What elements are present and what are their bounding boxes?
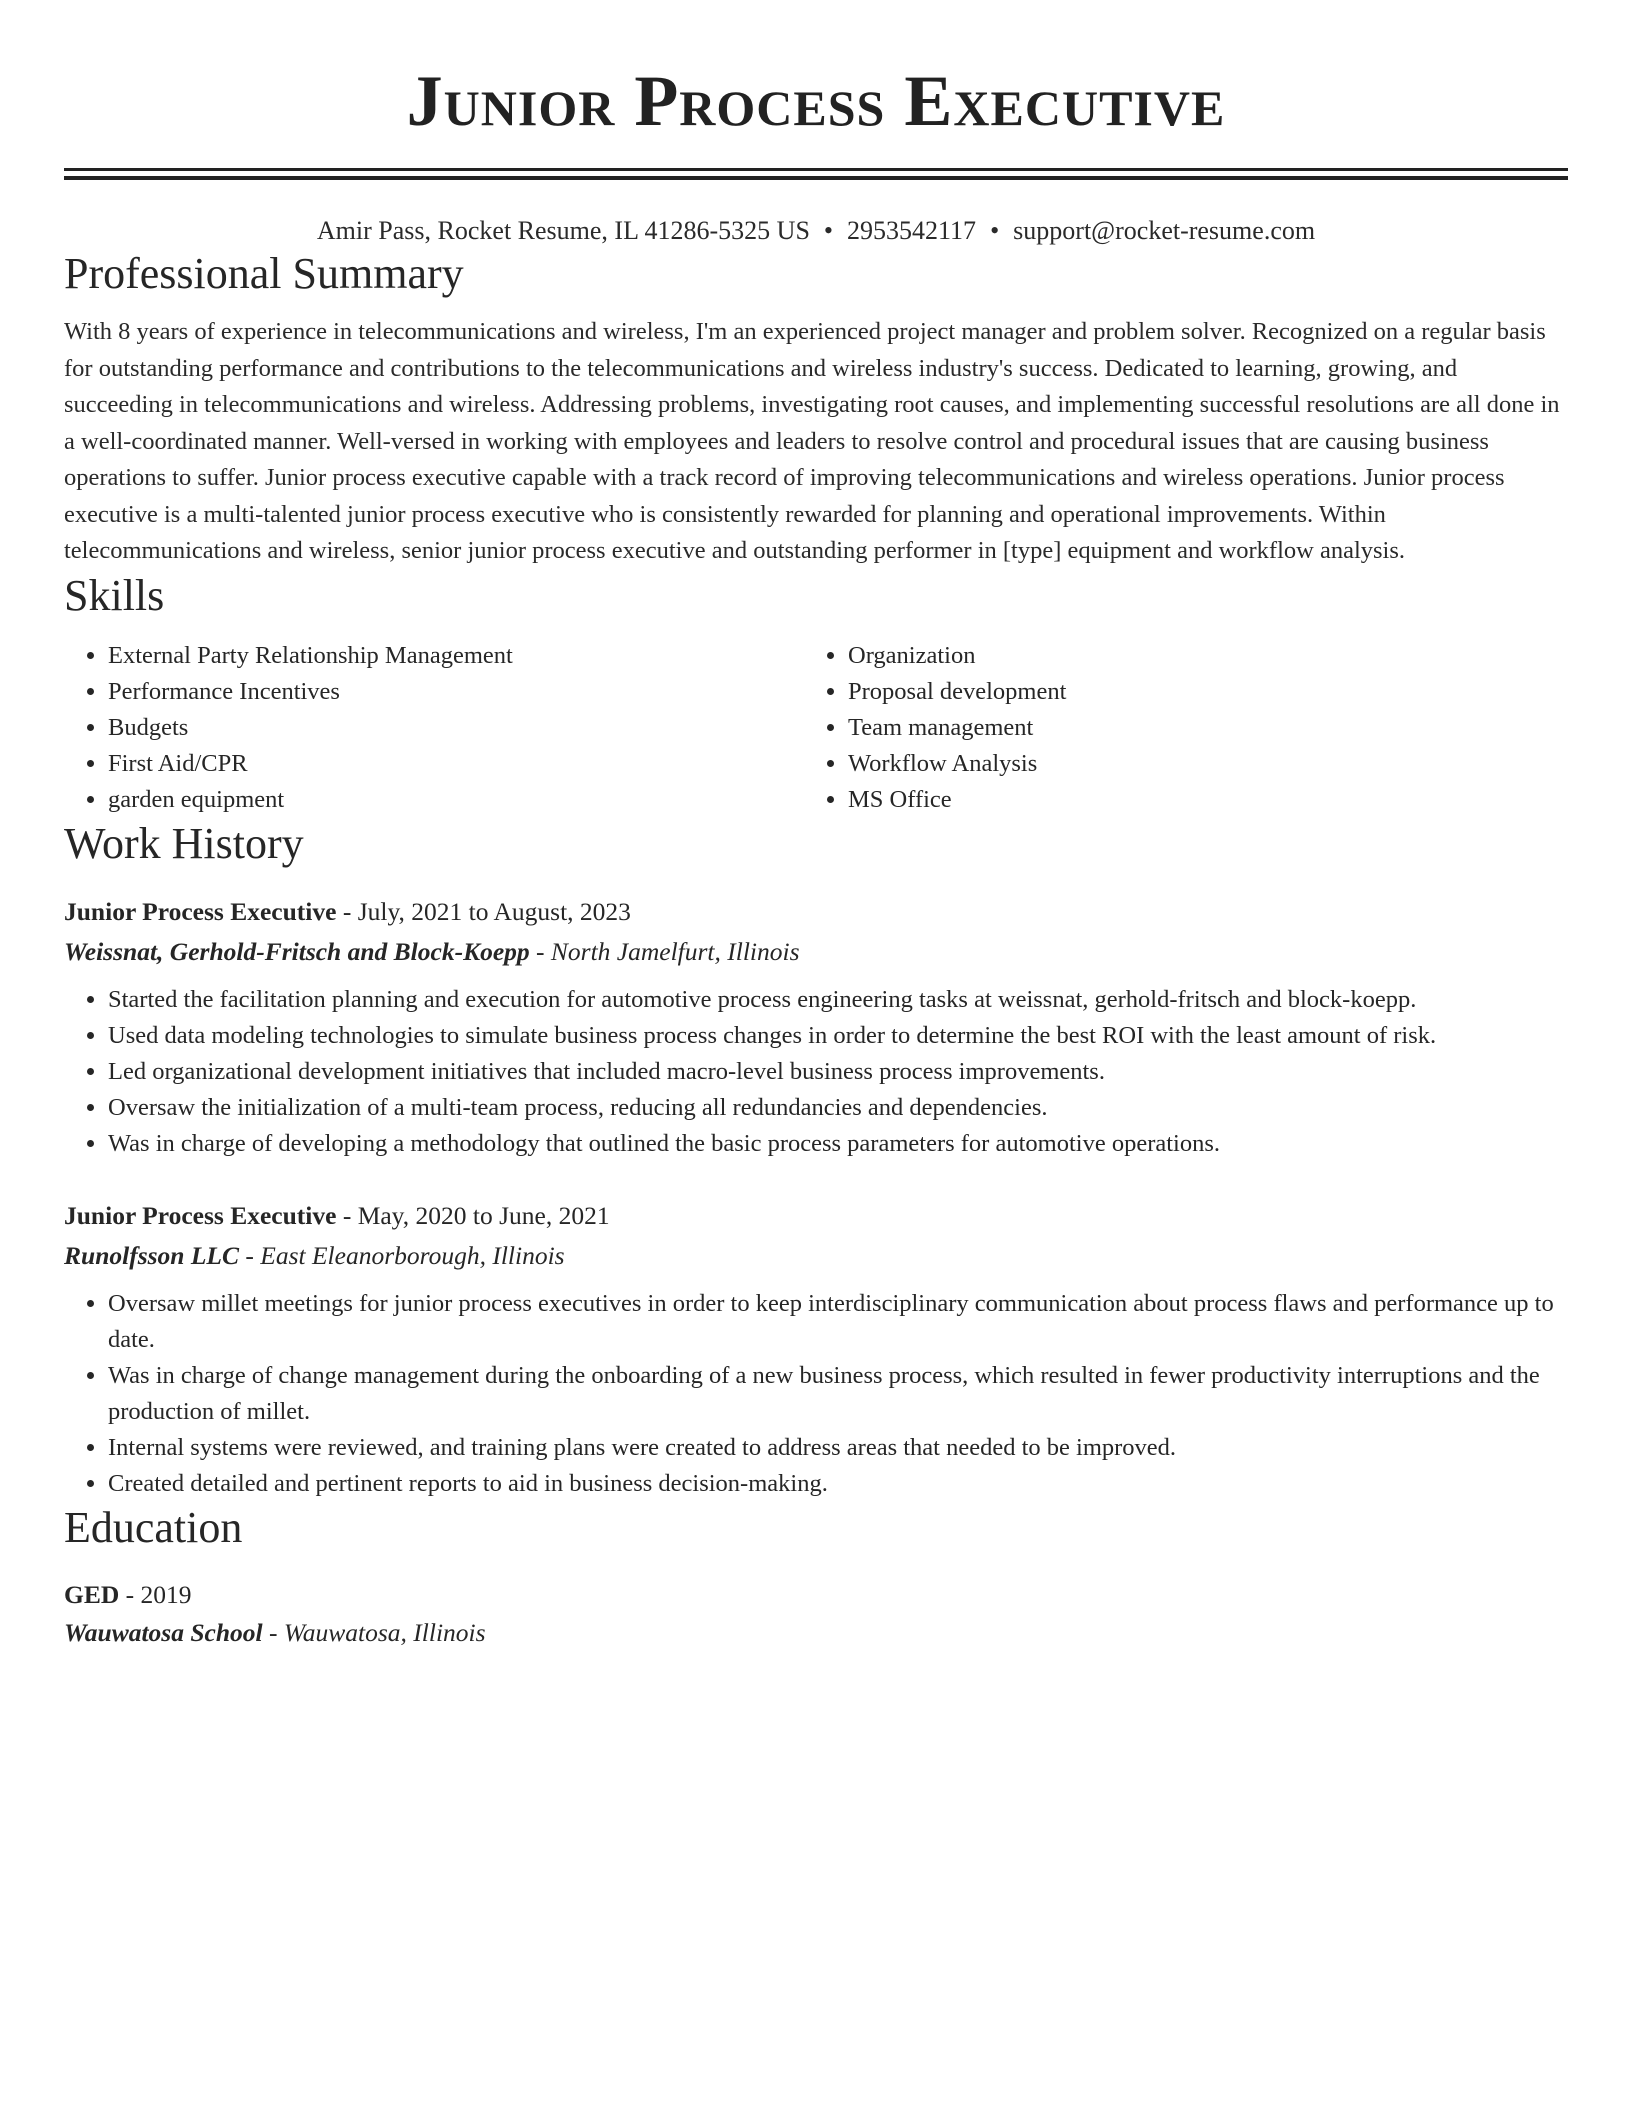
company-name: Runolfsson LLC [64,1240,240,1270]
contact-address: Amir Pass, Rocket Resume, IL 41286-5325 US [316,216,810,245]
work-history-heading: Work History [64,818,304,868]
job-bullet: • Led organizational development initiatives that included macro-level business process improvements. [108,1054,1568,1090]
job-bullet: • Started the facilitation planning and execution for automotive process engineering tasks at weissnat, gerhold-fritsch and block-koepp. [108,982,1568,1018]
contact-email: support@rocket-resume.com [1013,216,1316,245]
contact-separator: • [823,216,834,245]
school-line [64,1614,1568,1652]
summary-text: With 8 years of experience in telecommunications and wireless, I'm an experienced project manager and problem solver. Recognized on a regular basis for outstanding performance and contributions to the telecommunications and wireless industry's success. Dedicated to learning, growing, and succeeding in telecommunications and wireless. Addressing problems, investigating root causes, and implementing successful resolutions are all done in a well-coordinated manner. Well-versed in working with employees and leaders to resolve control and procedural issues that are causing business operations to suffer. Junior process executive capable with a track record of improving telecommunications and wireless operations. Junior process executive is a multi-talented junior process executive who is consistently rewarded for planning and operational improvements. Within telecommunications and wireless, senior junior process executive and outstanding performer in [type] equipment and workflow analysis. [64,318,1560,564]
job-title: Junior Process Executive [64,1200,337,1230]
title-rule-top [64,168,1568,171]
job-entry [64,1196,1568,1502]
education-entry [64,1576,1568,1652]
job-bullet: • Used data modeling technologies to simulate business process changes in order to determine the best ROI with the least amount of risk. [108,1018,1568,1054]
company-line [64,1236,1568,1276]
skill-item: • Performance Incentives [108,674,804,710]
skills-list [64,638,1568,818]
job-bullet: • Oversaw the initialization of a multi-team process, reducing all redundancies and dependencies. [108,1090,1568,1126]
skills-column-left [64,638,804,818]
skill-item: • garden equipment [108,782,804,818]
skills-column-right [804,638,1544,818]
contact-separator: • [990,216,1000,245]
job-bullet: • Created detailed and pertinent reports to aid in business decision-making. [108,1466,1568,1502]
job-entry [64,892,1568,1162]
title-rule-bottom [64,176,1568,180]
skills-heading: Skills [64,570,165,620]
company-location: - North Jamelfurt, Illinois [529,936,800,966]
degree: GED [64,1579,120,1609]
company-line [64,932,1568,972]
skill-item: • Organization [848,638,1544,674]
skill-item: • Team management [848,710,1544,746]
skill-item: • External Party Relationship Management [108,638,804,674]
skill-item: • MS Office [848,782,1544,818]
skill-item: • First Aid/CPR [108,746,804,782]
job-bullets [64,1286,1568,1502]
education-heading: Education [64,1502,243,1552]
degree-year: - 2019 [119,1579,192,1609]
job-bullet: • Was in charge of developing a methodology that outlined the basic process parameters for automotive operations. [108,1126,1568,1162]
job-title-line [64,1196,1568,1236]
skill-item: • Budgets [108,710,804,746]
skill-item: • Workflow Analysis [848,746,1544,782]
company-name: Weissnat, Gerhold-Fritsch and Block-Koepp [64,936,530,966]
job-bullet: • Was in charge of change management during the onboarding of a new business process, which resulted in fewer productivity interruptions and the production of millet. [108,1358,1568,1430]
summary-heading: Professional Summary [64,249,464,298]
job-dates: - May, 2020 to June, 2021 [336,1200,610,1230]
skill-item: • Proposal development [848,674,1544,710]
degree-line [64,1576,1568,1614]
school-name: Wauwatosa School [64,1617,263,1647]
school-location: - Wauwatosa, Illinois [262,1617,486,1647]
job-title: Junior Process Executive [64,896,337,926]
contact-line [64,214,1568,248]
resume-title: Junior Process Executive [406,61,1226,141]
job-bullet: • Internal systems were reviewed, and training plans were created to address areas that needed to be improved. [108,1430,1568,1466]
contact-phone: 2953542117 [847,216,977,245]
job-bullet: • Oversaw millet meetings for junior process executives in order to keep interdisciplinary communication about process flaws and performance up to date. [108,1286,1568,1358]
job-bullets [64,982,1568,1162]
job-dates: - July, 2021 to August, 2023 [336,896,631,926]
job-title-line [64,892,1568,932]
company-location: - East Eleanorborough, Illinois [239,1240,565,1270]
